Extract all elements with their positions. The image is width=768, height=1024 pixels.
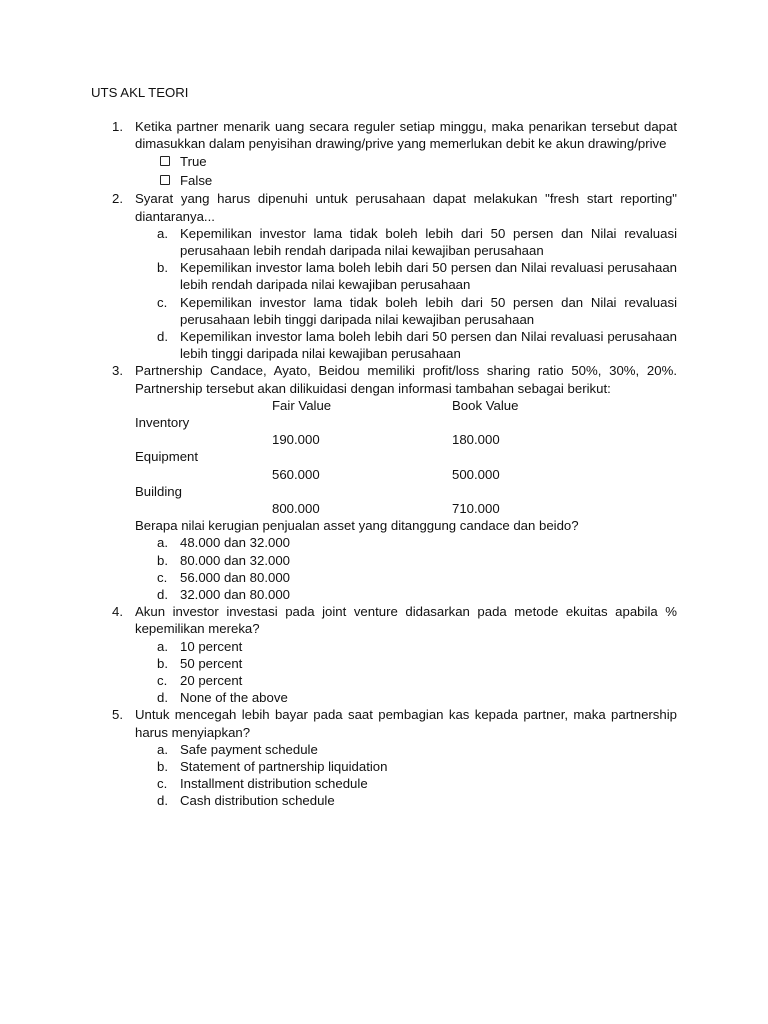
option-c [135,775,677,792]
option-label: b. [157,759,168,774]
option-text: Cash distribution schedule [180,793,335,809]
option-true[interactable] [135,152,677,171]
table-row-values [135,431,677,448]
table-header-row [135,397,677,414]
option-label: d. [157,690,168,706]
option-b [135,655,677,672]
option-label: d. [157,586,168,602]
option-text: Safe payment schedule [180,741,318,757]
option-text: Installment distribution schedule [180,776,368,792]
table-row-values [135,500,677,517]
option-c [135,294,677,328]
question-text: Untuk mencegah lebih bayar pada saat pembagian kas kepada partner, maka partnership harus menyiapkan? [135,707,677,740]
option-a [135,638,677,655]
table-row-label [135,448,677,465]
question-2 [0,190,768,362]
option-d [135,792,677,809]
question-text: Syarat yang harus dipenuhi untuk perusahaan dapat melakukan "fresh start reporting" diantaranya... [135,191,677,224]
sub-question-text: Berapa nilai kerugian penjualan asset yang ditanggung candace dan beido? [135,518,579,534]
option-label: a. [157,225,168,241]
option-text: 10 percent [180,638,243,654]
option-label: b. [157,655,168,671]
option-label: b. [157,260,168,276]
option-label: c. [157,776,168,792]
option-text: 50 percent [180,655,243,671]
option-a [135,225,677,259]
checkbox-icon[interactable] [160,175,170,185]
option-text: Kepemilikan investor lama boleh lebih dari 50 persen dan Nilai revaluasi perusahaan lebih tinggi daripada nilai kewajiban perusahaan [180,329,677,362]
option-a [135,741,677,758]
fair-value: 800.000 [272,500,320,516]
option-c [135,569,677,586]
option-d [135,586,677,603]
checkbox-icon[interactable] [160,156,170,166]
question-3 [0,362,768,603]
option-b [135,758,677,775]
fair-value: 190.000 [272,432,320,448]
question-number: 2. [112,191,123,207]
option-d [135,689,677,706]
option-a [135,534,677,551]
option-text: 80.000 dan 32.000 [180,552,291,568]
fair-value: 560.000 [272,466,320,482]
option-text: True [180,154,207,170]
book-value: 500.000 [452,466,500,482]
table-row-label [135,483,677,500]
question-list [0,118,768,810]
option-label: a. [157,535,168,551]
question-number: 4. [112,604,123,620]
option-d [135,328,677,362]
question-text: Ketika partner menarik uang secara reguler setiap minggu, maka penarikan tersebut dapat dimasukkan dalam penyisihan drawing/prive yang memerlukan debit ke akun drawing/prive [135,119,677,152]
option-label: b. [157,552,168,568]
table-row-label [135,414,677,431]
header-book-value: Book Value [452,397,519,413]
option-label: c. [157,569,168,585]
book-value: 710.000 [452,500,500,516]
option-label: c. [157,672,168,688]
option-c [135,672,677,689]
option-false[interactable] [135,171,677,190]
option-label: a. [157,741,168,757]
option-text: 56.000 dan 80.000 [180,569,291,585]
option-text: 20 percent [180,672,243,688]
question-number: 1. [112,119,123,134]
option-text: None of the above [180,690,288,706]
table-row-values [135,466,677,483]
option-text: 32.000 dan 80.000 [180,586,291,602]
question-text: Partnership Candace, Ayato, Beidou memiliki profit/loss sharing ratio 50%, 30%, 20%. Partnership tersebut akan dilikuidasi dengan informasi tambahan sebagai berikut: [135,363,677,396]
option-text: Kepemilikan investor lama tidak boleh lebih dari 50 persen dan Nilai revaluasi perusahaan lebih tinggi daripada nilai kewajiban perusahaan [180,294,677,327]
option-label: d. [157,329,168,345]
question-number: 3. [112,363,123,379]
document-title: UTS AKL TEORI [91,85,189,100]
question-5 [0,706,768,809]
question-4 [0,603,768,706]
row-label: Inventory [135,415,190,431]
option-b [135,259,677,293]
option-label: a. [157,638,168,654]
option-b [135,552,677,569]
header-fair-value: Fair Value [272,397,332,413]
book-value: 180.000 [452,432,500,448]
option-text: False [180,173,213,189]
row-label: Equipment [135,449,199,465]
option-label: d. [157,793,168,809]
option-text: Kepemilikan investor lama boleh lebih dari 50 persen dan Nilai revaluasi perusahaan lebih rendah daripada nilai kewajiban perusahaan [180,260,677,293]
option-text: 48.000 dan 32.000 [180,535,291,551]
row-label: Building [135,483,182,499]
question-text: Akun investor investasi pada joint venture didasarkan pada metode ekuitas apabila % kepemilikan mereka? [135,604,677,637]
question-number: 5. [112,707,123,723]
question-1 [0,118,768,190]
option-text: Statement of partnership liquidation [180,759,388,774]
option-text: Kepemilikan investor lama tidak boleh lebih dari 50 persen dan Nilai revaluasi perusahaan lebih rendah daripada nilai kewajiban perusahaan [180,225,677,259]
option-label: c. [157,294,168,310]
